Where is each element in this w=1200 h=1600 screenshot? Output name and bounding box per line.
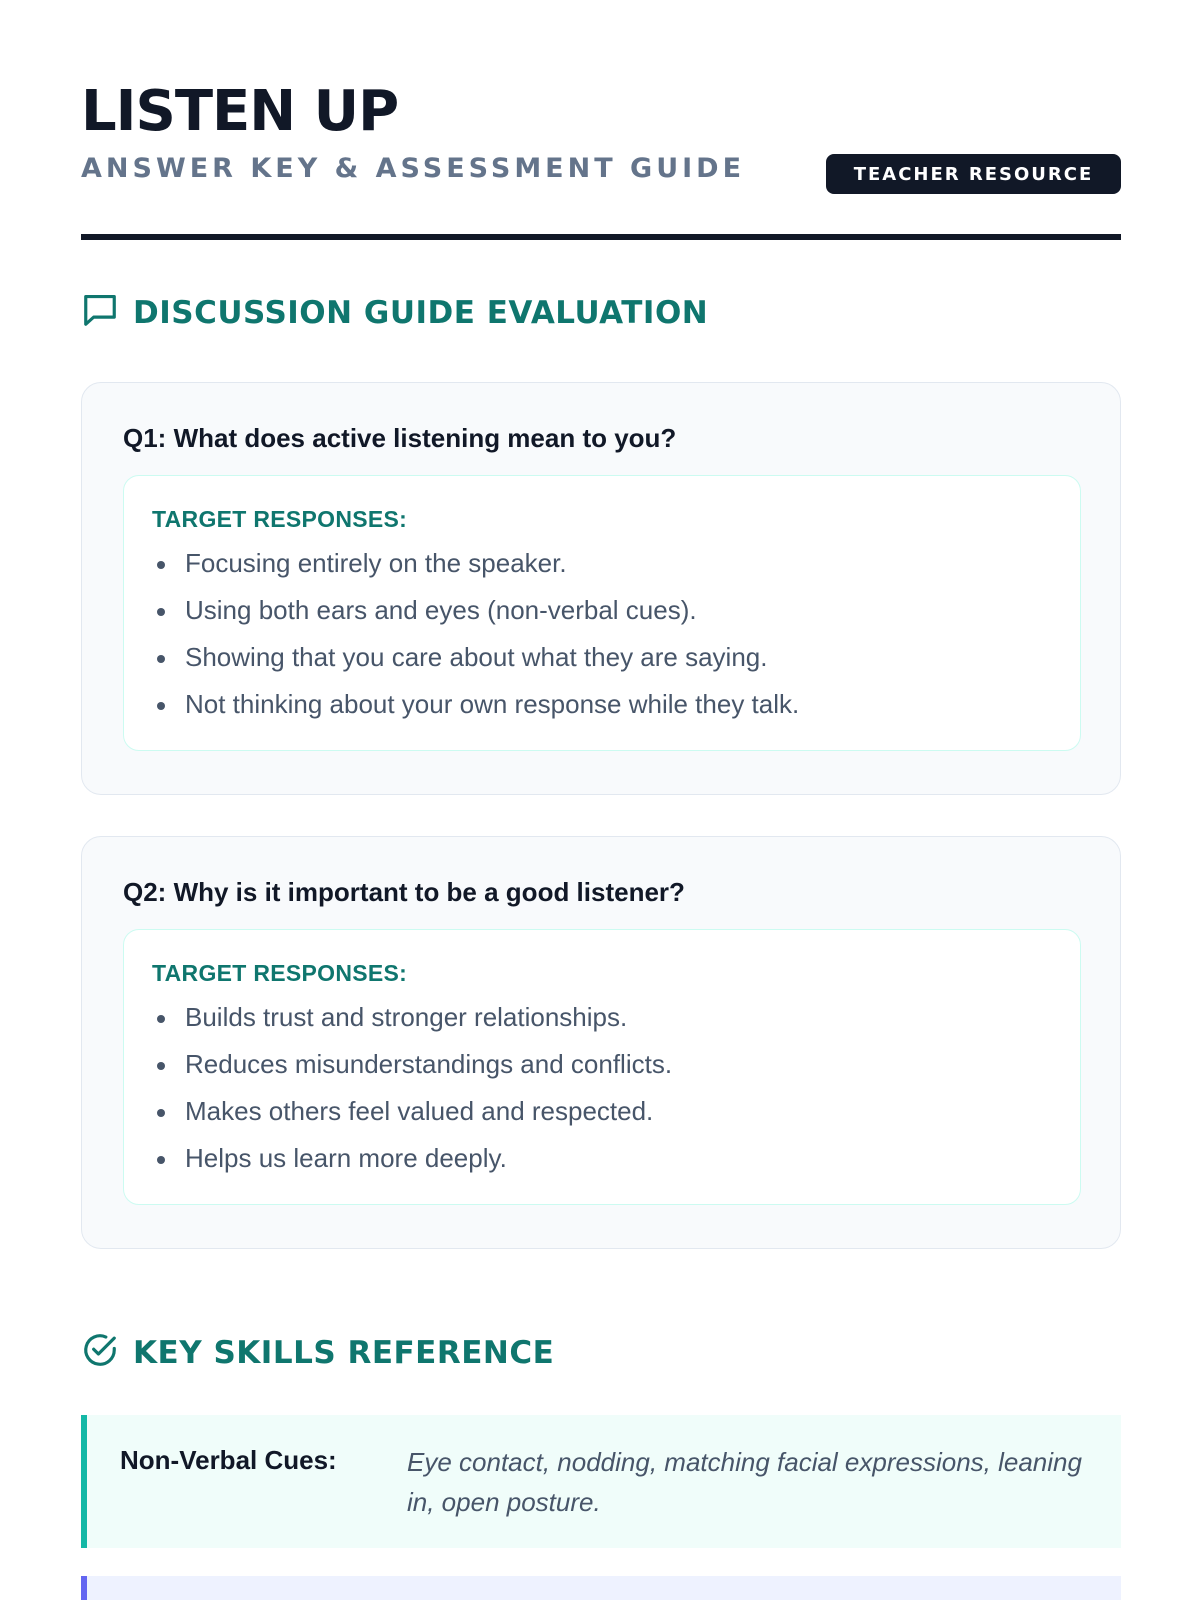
discussion-section-header xyxy=(81,291,708,334)
list-item: Builds trust and stronger relationships. xyxy=(152,1000,672,1047)
skill-item-partial xyxy=(81,1576,1121,1600)
question-card-1 xyxy=(81,382,1121,795)
list-item: Makes others feel valued and respected. xyxy=(152,1094,672,1141)
skills-section-header xyxy=(81,1331,554,1374)
skill-description: Eye contact, nodding, matching facial expressions, leaning in, open posture. xyxy=(407,1447,1082,1517)
check-circle-icon xyxy=(81,1331,119,1374)
list-item: Using both ears and eyes (non-verbal cues). xyxy=(152,593,799,640)
question-card-2 xyxy=(81,836,1121,1249)
chat-bubble-icon xyxy=(81,291,119,334)
skill-name: Non-Verbal Cues: xyxy=(120,1445,337,1475)
list-item: Focusing entirely on the speaker. xyxy=(152,546,799,593)
page-title: LISTEN UP xyxy=(81,79,399,144)
skills-section-title: KEY SKILLS REFERENCE xyxy=(133,1334,555,1371)
target-responses-box xyxy=(123,475,1081,751)
answer-key-page xyxy=(81,0,1121,1600)
question-text: Q2: Why is it important to be a good listener? xyxy=(123,877,685,907)
question-text: Q1: What does active listening mean to you? xyxy=(123,423,677,453)
list-item: Not thinking about your own response while they talk. xyxy=(152,687,799,734)
discussion-section-title: DISCUSSION GUIDE EVALUATION xyxy=(133,294,709,331)
list-item: Helps us learn more deeply. xyxy=(152,1141,672,1188)
target-responses-label: TARGET RESPONSES: xyxy=(152,960,408,986)
list-item: Showing that you care about what they are saying. xyxy=(152,640,799,687)
teacher-resource-badge: TEACHER RESOURCE xyxy=(826,154,1121,194)
target-responses-label: TARGET RESPONSES: xyxy=(152,506,408,532)
list-item: Reduces misunderstandings and conflicts. xyxy=(152,1047,672,1094)
header-divider xyxy=(81,234,1121,240)
target-responses-box xyxy=(123,929,1081,1205)
response-list xyxy=(152,1000,672,1188)
page-subtitle: ANSWER KEY & ASSESSMENT GUIDE xyxy=(81,153,746,184)
skill-item-non-verbal-cues xyxy=(81,1415,1121,1548)
response-list xyxy=(152,546,799,734)
